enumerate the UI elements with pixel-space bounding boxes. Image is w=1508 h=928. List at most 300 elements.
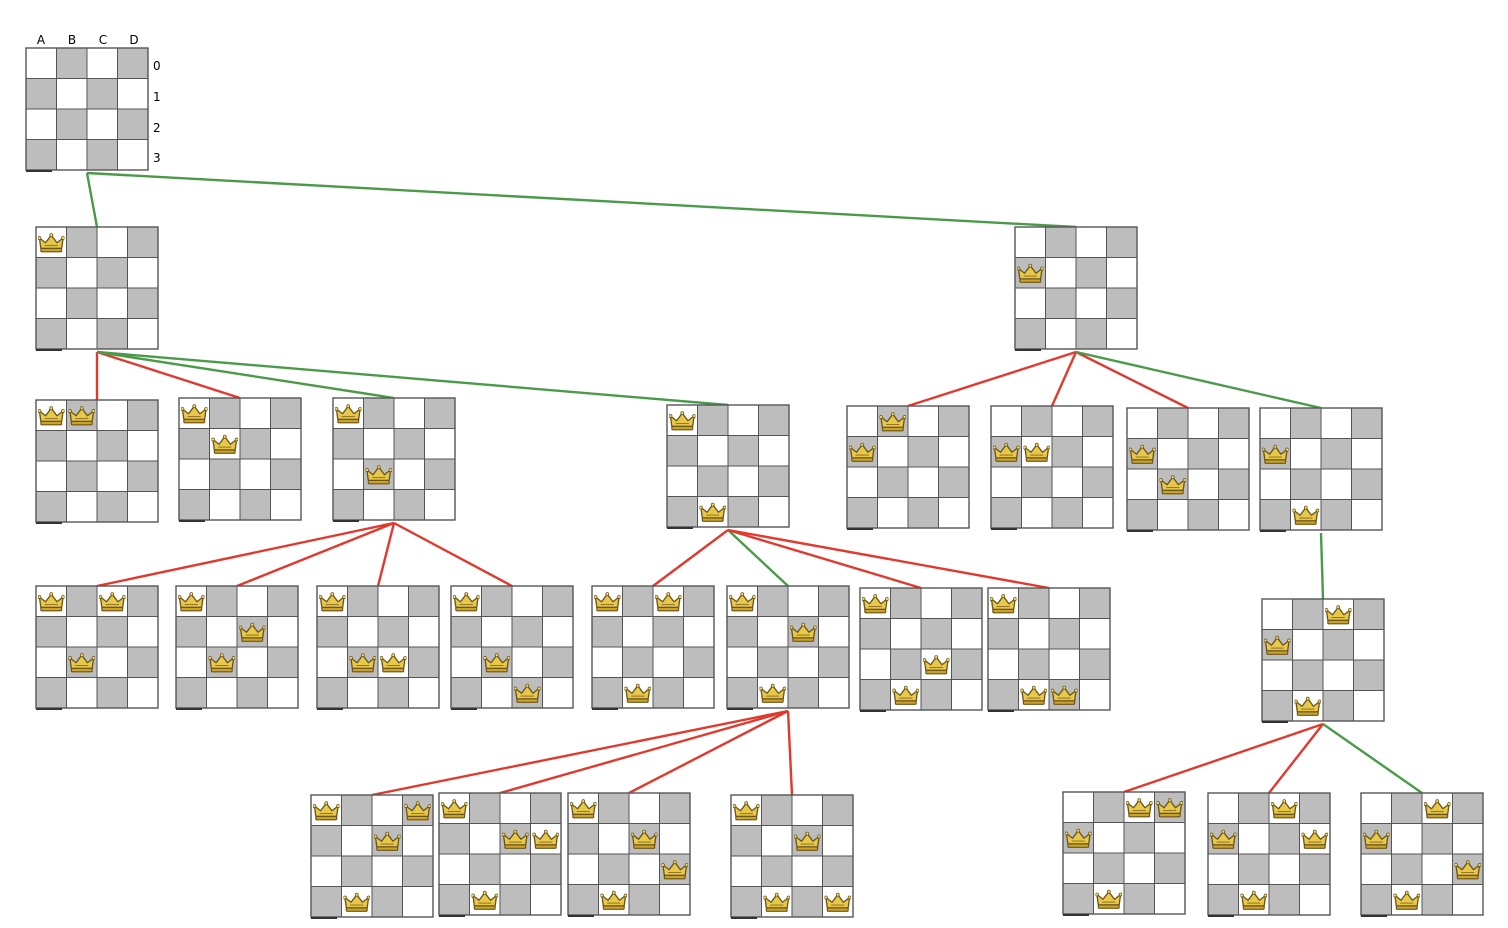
square bbox=[87, 48, 118, 79]
square bbox=[1422, 854, 1453, 885]
square bbox=[348, 586, 379, 617]
board-a0-b3-c1 bbox=[727, 586, 849, 710]
square bbox=[500, 854, 531, 885]
square bbox=[1080, 649, 1111, 680]
square bbox=[1107, 288, 1138, 319]
board-a1-b3 bbox=[1260, 408, 1382, 532]
square bbox=[67, 227, 98, 258]
square bbox=[394, 429, 425, 460]
square bbox=[1269, 824, 1300, 855]
square bbox=[1219, 439, 1250, 470]
square bbox=[684, 586, 715, 617]
square bbox=[847, 467, 878, 498]
square bbox=[939, 406, 970, 437]
square bbox=[1323, 630, 1354, 661]
square bbox=[731, 826, 762, 857]
square bbox=[57, 109, 88, 140]
square bbox=[1293, 660, 1324, 691]
invalid-edge-A0-B3-to-A0-B3-C0 bbox=[653, 530, 728, 586]
square bbox=[268, 586, 299, 617]
invalid-edge-A0-B3-C1-to-A0-B3-C1-D2 bbox=[629, 711, 788, 793]
square bbox=[26, 48, 57, 79]
square bbox=[1392, 793, 1423, 824]
square bbox=[97, 288, 128, 319]
board-a1-b2 bbox=[1127, 408, 1249, 532]
square bbox=[128, 492, 159, 523]
square bbox=[1080, 619, 1111, 650]
square bbox=[684, 647, 715, 678]
square bbox=[921, 619, 952, 650]
square bbox=[179, 429, 210, 460]
square bbox=[118, 140, 149, 171]
square bbox=[1239, 824, 1270, 855]
square bbox=[543, 586, 574, 617]
square bbox=[599, 854, 630, 885]
board-base-mark bbox=[847, 528, 873, 530]
square bbox=[36, 288, 67, 319]
square bbox=[1022, 467, 1053, 498]
square bbox=[1155, 884, 1186, 915]
square bbox=[592, 617, 623, 648]
square bbox=[1269, 885, 1300, 916]
square bbox=[210, 490, 241, 521]
square bbox=[592, 647, 623, 678]
square bbox=[731, 856, 762, 887]
square bbox=[1080, 680, 1111, 711]
board-a0-b2-c1 bbox=[176, 586, 298, 710]
square bbox=[1453, 824, 1484, 855]
square bbox=[1052, 498, 1083, 529]
board-base-mark bbox=[1262, 721, 1288, 723]
square bbox=[1300, 885, 1331, 916]
square bbox=[698, 405, 729, 436]
invalid-edge-A0-B2-to-A0-B2-C0 bbox=[97, 523, 394, 586]
square bbox=[728, 466, 759, 497]
board-base-mark bbox=[1063, 914, 1089, 916]
square bbox=[623, 617, 654, 648]
invalid-edge-A0-B3-C1-to-A0-B3-C1-D0 bbox=[372, 711, 788, 795]
square bbox=[1049, 588, 1080, 619]
square bbox=[731, 887, 762, 918]
square bbox=[500, 885, 531, 916]
board-base-mark bbox=[179, 520, 205, 522]
square bbox=[409, 617, 440, 648]
board-a0 bbox=[36, 227, 158, 351]
square bbox=[1083, 406, 1114, 437]
square bbox=[240, 429, 271, 460]
square bbox=[667, 466, 698, 497]
square bbox=[653, 678, 684, 709]
square bbox=[128, 617, 159, 648]
square bbox=[788, 647, 819, 678]
square bbox=[878, 437, 909, 468]
square bbox=[372, 856, 403, 887]
square bbox=[684, 617, 715, 648]
square bbox=[240, 398, 271, 429]
square bbox=[87, 109, 118, 140]
square bbox=[1453, 793, 1484, 824]
square bbox=[67, 678, 98, 709]
square bbox=[1155, 823, 1186, 854]
square bbox=[176, 678, 207, 709]
square bbox=[348, 617, 379, 648]
square bbox=[952, 619, 983, 650]
square bbox=[762, 795, 793, 826]
board-base-mark bbox=[568, 915, 594, 917]
square bbox=[1323, 691, 1354, 722]
square bbox=[1352, 408, 1383, 439]
square bbox=[1158, 500, 1189, 531]
board-a0-b3-c0 bbox=[592, 586, 714, 710]
board-a0-b3-c1-d3 bbox=[731, 795, 853, 919]
square bbox=[891, 588, 922, 619]
square bbox=[1083, 437, 1114, 468]
square bbox=[1352, 469, 1383, 500]
square bbox=[26, 79, 57, 110]
square bbox=[403, 826, 434, 857]
square bbox=[728, 497, 759, 528]
square bbox=[1019, 619, 1050, 650]
square bbox=[342, 856, 373, 887]
square bbox=[1291, 469, 1322, 500]
square bbox=[364, 490, 395, 521]
board-a1 bbox=[1015, 227, 1137, 351]
square bbox=[823, 856, 854, 887]
board-base-mark bbox=[860, 710, 886, 712]
square bbox=[451, 647, 482, 678]
square bbox=[364, 429, 395, 460]
square bbox=[531, 854, 562, 885]
board-base-mark bbox=[26, 170, 52, 172]
square bbox=[1127, 408, 1158, 439]
board-base-mark bbox=[1260, 530, 1286, 532]
square bbox=[425, 490, 456, 521]
square bbox=[97, 617, 128, 648]
board-a0-b3-c3 bbox=[988, 588, 1110, 712]
square bbox=[378, 617, 409, 648]
square bbox=[409, 678, 440, 709]
square bbox=[792, 887, 823, 918]
square bbox=[179, 490, 210, 521]
square bbox=[97, 227, 128, 258]
square bbox=[425, 398, 456, 429]
square bbox=[394, 459, 425, 490]
square bbox=[684, 678, 715, 709]
square bbox=[311, 887, 342, 918]
square bbox=[543, 678, 574, 709]
square bbox=[268, 617, 299, 648]
square bbox=[939, 498, 970, 529]
square bbox=[1361, 793, 1392, 824]
square bbox=[237, 678, 268, 709]
square bbox=[470, 854, 501, 885]
square bbox=[1158, 439, 1189, 470]
square bbox=[36, 617, 67, 648]
square bbox=[762, 826, 793, 857]
square bbox=[1127, 469, 1158, 500]
square bbox=[1019, 649, 1050, 680]
square bbox=[311, 826, 342, 857]
square bbox=[1392, 854, 1423, 885]
square bbox=[1158, 408, 1189, 439]
square bbox=[403, 887, 434, 918]
square bbox=[991, 498, 1022, 529]
square bbox=[1080, 588, 1111, 619]
square bbox=[271, 490, 302, 521]
square bbox=[1015, 227, 1046, 258]
square bbox=[1293, 599, 1324, 630]
square bbox=[629, 854, 660, 885]
board-base-mark bbox=[36, 522, 62, 524]
square bbox=[378, 586, 409, 617]
square bbox=[531, 885, 562, 916]
square bbox=[988, 649, 1019, 680]
square bbox=[921, 588, 952, 619]
invalid-edge-A1-to-A1-B2 bbox=[1076, 352, 1188, 408]
square bbox=[482, 586, 513, 617]
square bbox=[1015, 288, 1046, 319]
square bbox=[823, 795, 854, 826]
board-base-mark bbox=[667, 527, 693, 529]
board-base-mark bbox=[317, 708, 343, 710]
invalid-edge-A0-B2-to-A0-B2-C3 bbox=[394, 523, 512, 586]
square bbox=[568, 885, 599, 916]
square bbox=[512, 586, 543, 617]
row-label-3: 3 bbox=[153, 151, 161, 165]
square bbox=[788, 586, 819, 617]
square bbox=[67, 492, 98, 523]
square bbox=[991, 406, 1022, 437]
square bbox=[623, 647, 654, 678]
square bbox=[758, 586, 789, 617]
square bbox=[1094, 823, 1125, 854]
square bbox=[1063, 884, 1094, 915]
square bbox=[1019, 588, 1050, 619]
square bbox=[1046, 227, 1077, 258]
square bbox=[500, 793, 531, 824]
square bbox=[1300, 854, 1331, 885]
square bbox=[128, 400, 159, 431]
square bbox=[67, 319, 98, 350]
square bbox=[333, 429, 364, 460]
column-label-c: C bbox=[98, 33, 108, 47]
square bbox=[847, 406, 878, 437]
square bbox=[660, 885, 691, 916]
square bbox=[1208, 854, 1239, 885]
square bbox=[482, 678, 513, 709]
square bbox=[451, 617, 482, 648]
board-root bbox=[26, 48, 148, 172]
square bbox=[1262, 660, 1293, 691]
row-label-2: 2 bbox=[153, 121, 161, 135]
board-base-mark bbox=[36, 708, 62, 710]
square bbox=[727, 617, 758, 648]
square bbox=[1076, 319, 1107, 350]
square bbox=[1022, 498, 1053, 529]
board-base-mark bbox=[176, 708, 202, 710]
square bbox=[1293, 630, 1324, 661]
square bbox=[728, 405, 759, 436]
board-a0-b2-c3 bbox=[451, 586, 573, 710]
board-a0-b2 bbox=[333, 398, 455, 522]
square bbox=[891, 619, 922, 650]
square bbox=[342, 795, 373, 826]
square bbox=[819, 647, 850, 678]
square bbox=[908, 437, 939, 468]
square bbox=[1107, 227, 1138, 258]
square bbox=[271, 459, 302, 490]
square bbox=[819, 617, 850, 648]
valid-edge-A1-B3-to-A1-B3-C0 bbox=[1321, 533, 1323, 599]
board-base-mark bbox=[991, 528, 1017, 530]
square bbox=[991, 467, 1022, 498]
square bbox=[1124, 884, 1155, 915]
square bbox=[623, 586, 654, 617]
square bbox=[1049, 649, 1080, 680]
square bbox=[1219, 408, 1250, 439]
square bbox=[1124, 823, 1155, 854]
square bbox=[667, 436, 698, 467]
square bbox=[543, 617, 574, 648]
square bbox=[67, 288, 98, 319]
square bbox=[57, 48, 88, 79]
board-a0-b3-c1-d2 bbox=[568, 793, 690, 917]
square bbox=[317, 678, 348, 709]
square bbox=[1262, 691, 1293, 722]
square bbox=[1321, 439, 1352, 470]
square bbox=[378, 678, 409, 709]
square bbox=[207, 586, 238, 617]
square bbox=[1239, 854, 1270, 885]
square bbox=[67, 258, 98, 289]
square bbox=[1049, 619, 1080, 650]
square bbox=[1094, 853, 1125, 884]
boards-layer bbox=[26, 48, 1483, 919]
square bbox=[470, 793, 501, 824]
square bbox=[1323, 660, 1354, 691]
square bbox=[1422, 885, 1453, 916]
square bbox=[878, 467, 909, 498]
square bbox=[1022, 406, 1053, 437]
square bbox=[908, 498, 939, 529]
square bbox=[1392, 824, 1423, 855]
square bbox=[240, 490, 271, 521]
square bbox=[1188, 408, 1219, 439]
board-a1-b3-c0-d1 bbox=[1208, 793, 1330, 917]
square bbox=[36, 319, 67, 350]
square bbox=[847, 498, 878, 529]
square bbox=[1083, 498, 1114, 529]
square bbox=[759, 405, 790, 436]
square bbox=[952, 588, 983, 619]
board-base-mark bbox=[731, 917, 757, 919]
board-base-mark bbox=[311, 917, 337, 919]
square bbox=[97, 258, 128, 289]
square bbox=[36, 492, 67, 523]
square bbox=[629, 793, 660, 824]
square bbox=[268, 647, 299, 678]
square bbox=[819, 678, 850, 709]
board-base-mark bbox=[1015, 349, 1041, 351]
board-a1-b3-c0-d0 bbox=[1063, 792, 1185, 916]
board-a0-b3 bbox=[667, 405, 789, 529]
square bbox=[118, 79, 149, 110]
square bbox=[97, 492, 128, 523]
square bbox=[1260, 469, 1291, 500]
square bbox=[759, 436, 790, 467]
square bbox=[1046, 319, 1077, 350]
square bbox=[67, 617, 98, 648]
square bbox=[792, 856, 823, 887]
square bbox=[952, 680, 983, 711]
square bbox=[409, 586, 440, 617]
board-a0-b3-c1-d0 bbox=[311, 795, 433, 919]
square bbox=[952, 649, 983, 680]
square bbox=[1076, 227, 1107, 258]
square bbox=[237, 586, 268, 617]
row-label-0: 0 bbox=[153, 59, 161, 73]
square bbox=[698, 436, 729, 467]
square bbox=[1354, 660, 1385, 691]
square bbox=[1107, 258, 1138, 289]
invalid-edge-A1-to-A1-B1 bbox=[1052, 352, 1076, 406]
square bbox=[860, 649, 891, 680]
square bbox=[1352, 500, 1383, 531]
square bbox=[891, 649, 922, 680]
square bbox=[758, 647, 789, 678]
square bbox=[210, 459, 241, 490]
square bbox=[311, 856, 342, 887]
square bbox=[1015, 319, 1046, 350]
board-a1-b3-c0 bbox=[1262, 599, 1384, 723]
square bbox=[599, 793, 630, 824]
square bbox=[1354, 691, 1385, 722]
square bbox=[759, 466, 790, 497]
square bbox=[653, 647, 684, 678]
square bbox=[87, 79, 118, 110]
square bbox=[237, 647, 268, 678]
square bbox=[727, 647, 758, 678]
square bbox=[425, 429, 456, 460]
square bbox=[128, 288, 159, 319]
square bbox=[939, 467, 970, 498]
square bbox=[36, 678, 67, 709]
square bbox=[1124, 853, 1155, 884]
square bbox=[1239, 793, 1270, 824]
board-base-mark bbox=[1361, 915, 1387, 917]
square bbox=[210, 398, 241, 429]
board-base-mark bbox=[988, 710, 1014, 712]
square bbox=[36, 258, 67, 289]
square bbox=[988, 619, 1019, 650]
square bbox=[1361, 854, 1392, 885]
square bbox=[128, 647, 159, 678]
board-base-mark bbox=[451, 708, 477, 710]
square bbox=[988, 680, 1019, 711]
square bbox=[1208, 885, 1239, 916]
square bbox=[128, 461, 159, 492]
square bbox=[1155, 853, 1186, 884]
invalid-edge-A1-to-A1-B0 bbox=[908, 352, 1076, 406]
square bbox=[1046, 288, 1077, 319]
board-a0-b2-c2 bbox=[317, 586, 439, 710]
square bbox=[531, 793, 562, 824]
square bbox=[727, 678, 758, 709]
square bbox=[1208, 793, 1239, 824]
valid-edge-root-to-A0 bbox=[87, 173, 97, 227]
board-base-mark bbox=[1127, 530, 1153, 532]
board-base-mark bbox=[1208, 915, 1234, 917]
